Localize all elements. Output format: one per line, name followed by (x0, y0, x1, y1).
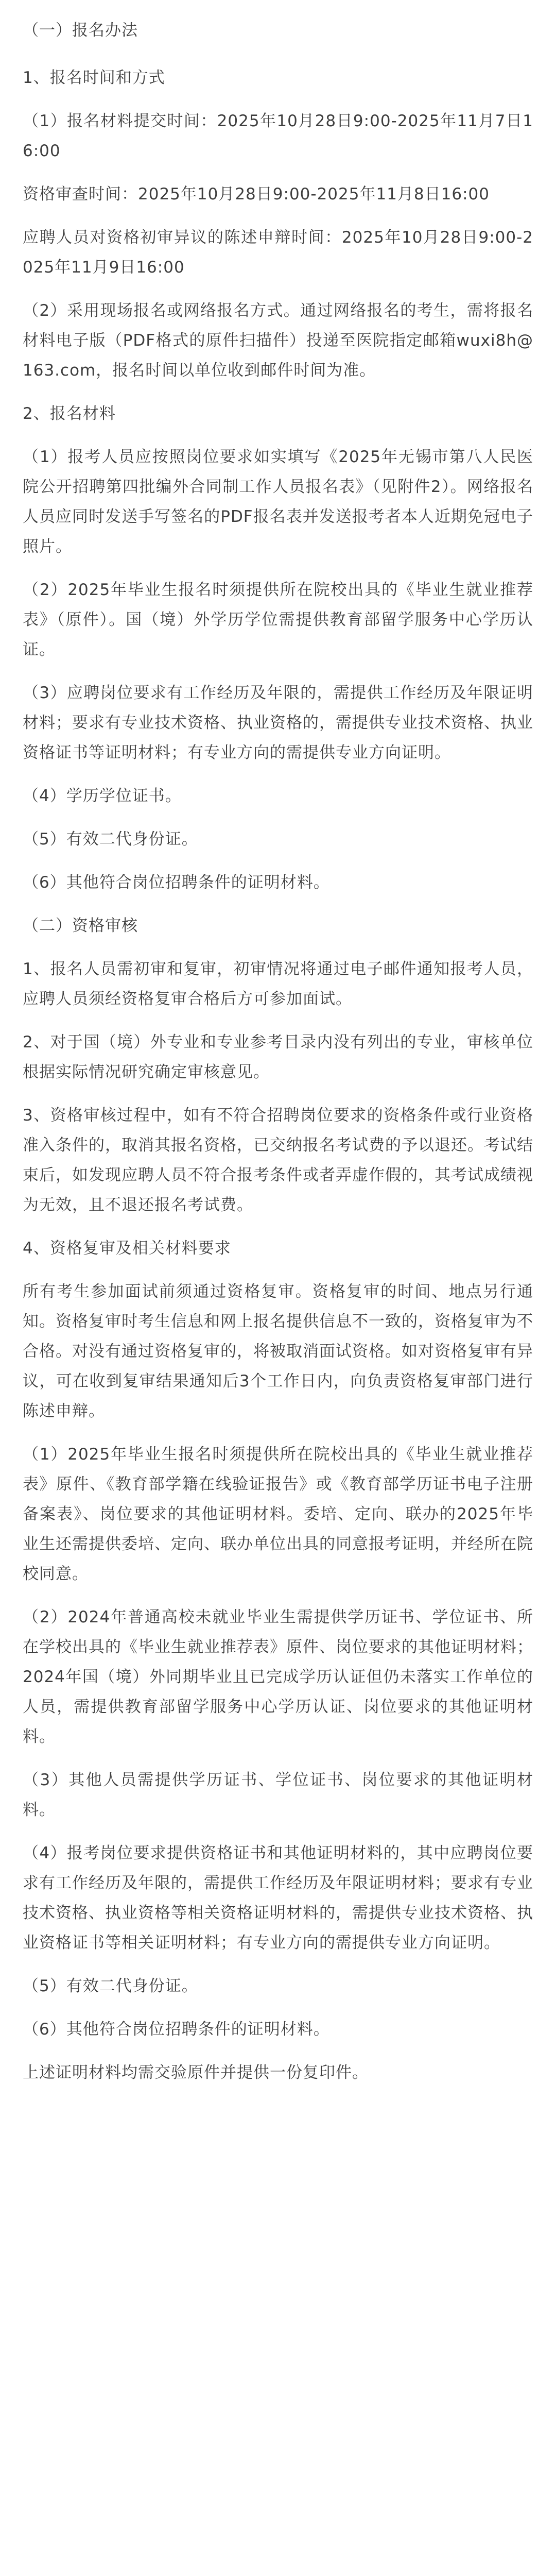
paragraph-material-form: （1）报考人员应按照岗位要求如实填写《2025年无锡市第八人民医院公开招聘第四批编外合同制工作人员报名表》（见附件2）。网络报名人员应同时发送手写签名的PDF报名表并发送报考者本人近期免冠电子照片。 (23, 448, 533, 556)
paragraph-recheck-2024-grad: （2）2024年普通高校未就业毕业生需提供学历证书、学位证书、所在学校出具的《毕业生就业推荐表》原件、岗位要求的其他证明材料；2024年国（境）外同期毕业且已完成学历认证但仍未落实工作单位的人员，需提供教育部留学服务中心学历认证、岗位要求的其他证明材料。 (23, 1608, 533, 1746)
paragraph-material-graduate: （2）2025年毕业生报名时须提供所在院校出具的《毕业生就业推荐表》（原件）。国（境）外学历学位需提供教育部留学服务中心学历认证。 (23, 581, 533, 659)
paragraph-review-time: 资格审查时间：2025年10月28日9:00-2025年11月8日16:00 (23, 185, 490, 204)
subsection-title-time-method: 1、报名时间和方式 (23, 69, 165, 87)
paragraph-recheck-2025-grad: （1）2025年毕业生报名时须提供所在院校出具的《毕业生就业推荐表》原件、《教育部学籍在线验证报告》或《教育部学历证书电子注册备案表》、岗位要求的其他证明材料。委培、定向、联办的2025年毕业生还需提供委培、定向、联办单位出具的同意报考证明，并经所在院校同意。 (23, 1445, 533, 1583)
paragraph-material-experience: （3）应聘岗位要求有工作经历及年限的，需提供工作经历及年限证明材料；要求有专业技术资格、执业资格的，需提供专业技术资格、执业资格证书等证明材料；有专业方向的需提供专业方向证明。 (23, 684, 533, 762)
section-title-registration: （一）报名办法 (23, 21, 138, 40)
section-title-qualification: （二）资格审核 (23, 917, 138, 935)
paragraph-recheck-originals: 上述证明材料均需交验原件并提供一份复印件。 (23, 2063, 369, 2082)
paragraph-recheck-others: （3）其他人员需提供学历证书、学位证书、岗位要求的其他证明材料。 (23, 1771, 533, 1819)
paragraph-material-id: （5）有效二代身份证。 (23, 830, 198, 849)
paragraph-recheck-general: 所有考生参加面试前须通过资格复审。资格复审的时间、地点另行通知。资格复审时考生信息和网上报名提供信息不一致的，资格复审为不合格。对没有通过资格复审的，将被取消面试资格。如对资格复审有异议，可在收到复审结果通知后3个工作日内，向负责资格复审部门进行陈述申辩。 (23, 1282, 533, 1420)
paragraph-recheck-id: （5）有效二代身份证。 (23, 1977, 198, 1995)
paragraph-submission-time: （1）报名材料提交时间：2025年10月28日9:00-2025年11月7日16:00 (23, 112, 533, 160)
subsection-title-materials: 2、报名材料 (23, 404, 116, 423)
paragraph-registration-method: （2）采用现场报名或网络报名方式。通过网络报名的考生，需将报名材料电子版（PDF格式的原件扫描件）投递至医院指定邮箱wuxi8h@163.com，报名时间以单位收到邮件时间为准。 (23, 301, 533, 380)
paragraph-disqualification: 3、资格审核过程中，如有不符合招聘岗位要求的资格条件或行业资格准入条件的，取消其报名资格，已交纳报名考试费的予以退还。考试结束后，如发现应聘人员不符合报考条件或者弄虚作假的，其考试成绩视为无效，且不退还报名考试费。 (23, 1106, 533, 1214)
paragraph-review-process: 1、报名人员需初审和复审，初审情况将通过电子邮件通知报考人员，应聘人员须经资格复审合格后方可参加面试。 (23, 960, 533, 1008)
paragraph-material-other: （6）其他符合岗位招聘条件的证明材料。 (23, 873, 330, 892)
paragraph-recheck-certificates: （4）报考岗位要求提供资格证书和其他证明材料的，其中应聘岗位要求有工作经历及年限的，需提供工作经历及年限证明材料；要求有专业技术资格、执业资格等相关资格证明材料的，需提供专业技术资格、执业资格证书等相关证明材料；有专业方向的需提供专业方向证明。 (23, 1844, 533, 1952)
paragraph-material-degree: （4）学历学位证书。 (23, 787, 182, 805)
paragraph-appeal-time: 应聘人员对资格初审异议的陈述申辩时间：2025年10月28日9:00-2025年11月9日16:00 (23, 228, 533, 277)
paragraph-foreign-major: 2、对于国（境）外专业和专业参考目录内没有列出的专业，审核单位根据实际情况研究确定审核意见。 (23, 1033, 533, 1081)
subsection-title-recheck: 4、资格复审及相关材料要求 (23, 1239, 231, 1258)
paragraph-recheck-other: （6）其他符合岗位招聘条件的证明材料。 (23, 2020, 330, 2039)
